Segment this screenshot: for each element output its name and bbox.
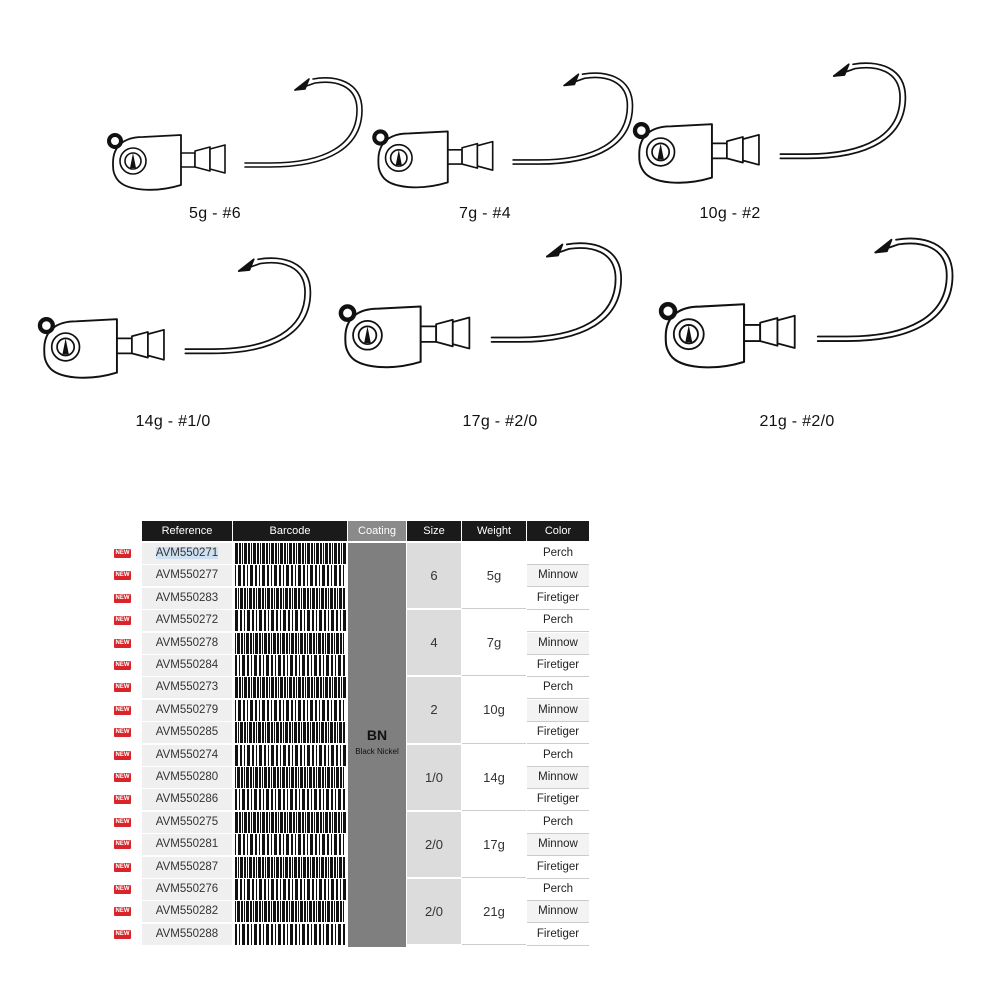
- new-badge: NEW: [115, 684, 130, 691]
- weight-cell: 5g: [462, 543, 526, 609]
- reference-text: AVM550275: [155, 815, 219, 828]
- reference-text: AVM550276: [155, 883, 219, 895]
- reference-cell: [142, 655, 232, 677]
- weight-cell: 10g: [462, 677, 526, 743]
- reference-cell: [142, 901, 232, 923]
- jig-caption: 14g - #1/0: [135, 413, 211, 430]
- color-cell: Firetiger: [527, 655, 589, 677]
- reference-text: AVM550277: [155, 569, 219, 582]
- reference-text: AVM550271: [155, 547, 219, 559]
- header-color: Color: [527, 521, 589, 541]
- barcode-image: [233, 610, 347, 631]
- new-badge: NEW: [115, 706, 130, 713]
- reference-text: AVM550288: [155, 927, 219, 940]
- header-reference: Reference: [142, 521, 232, 541]
- barcode-image: [233, 700, 347, 721]
- color-cell: Minnow: [527, 633, 589, 655]
- color-cell: Perch: [527, 677, 589, 699]
- reference-cell: [142, 745, 232, 767]
- new-badge: NEW: [115, 617, 130, 624]
- new-badge: NEW: [115, 639, 130, 646]
- size-cell: 1/0: [407, 745, 461, 810]
- color-cell: Minnow: [527, 901, 589, 923]
- reference-cell: [142, 610, 232, 632]
- reference-cell: [142, 924, 232, 946]
- reference-cell: [142, 677, 232, 699]
- barcode-image: [233, 812, 347, 833]
- barcode-image: [233, 879, 347, 900]
- reference-text: AVM550284: [155, 659, 219, 671]
- new-badge: NEW: [115, 594, 130, 601]
- barcode-image: [233, 901, 347, 922]
- color-cell: Minnow: [527, 700, 589, 722]
- barcode-image: [233, 767, 347, 788]
- weight-cell: 17g: [462, 812, 526, 878]
- reference-text: AVM550274: [155, 748, 219, 761]
- new-badge: NEW: [115, 818, 130, 825]
- size-cell: 6: [407, 543, 461, 608]
- coating-code: BN: [366, 727, 388, 743]
- new-badge: NEW: [115, 886, 130, 892]
- size-cell: 2/0: [407, 879, 461, 944]
- size-cell: 2/0: [407, 812, 461, 877]
- barcode-image: [233, 789, 347, 810]
- color-cell: Firetiger: [527, 588, 589, 610]
- barcode-image: [233, 924, 347, 945]
- size-cell: 4: [407, 610, 461, 675]
- jig-caption: 7g - #4: [459, 205, 511, 222]
- new-badge: NEW: [115, 863, 130, 870]
- jig-caption: 5g - #6: [189, 205, 241, 222]
- color-cell: Firetiger: [527, 789, 589, 811]
- reference-cell: [142, 565, 232, 587]
- new-badge: NEW: [115, 930, 130, 937]
- color-cell: Firetiger: [527, 722, 589, 744]
- color-cell: Minnow: [527, 834, 589, 856]
- coating-cell: [348, 543, 406, 947]
- reference-cell: [142, 857, 232, 879]
- new-badge: NEW: [115, 550, 130, 556]
- new-badge: NEW: [115, 662, 130, 668]
- new-badge: NEW: [115, 908, 130, 915]
- reference-text: AVM550283: [155, 591, 219, 604]
- barcode-image: [233, 834, 347, 855]
- barcode-image: [233, 655, 347, 676]
- new-badge: NEW: [115, 796, 130, 803]
- barcode-image: [233, 857, 347, 878]
- reference-text: AVM550273: [155, 681, 219, 694]
- color-cell: Perch: [527, 879, 589, 901]
- reference-cell: [142, 633, 232, 655]
- weight-cell: 21g: [462, 879, 526, 945]
- reference-text: AVM550280: [155, 771, 219, 783]
- header-weight: Weight: [462, 521, 526, 541]
- weight-cell: 7g: [462, 610, 526, 676]
- color-cell: Perch: [527, 812, 589, 834]
- reference-text: AVM550286: [155, 793, 219, 806]
- new-badge: NEW: [115, 729, 130, 736]
- color-cell: Minnow: [527, 767, 589, 789]
- weight-cell: 14g: [462, 745, 526, 811]
- barcode-image: [233, 722, 347, 743]
- reference-cell: [142, 812, 232, 834]
- reference-text: AVM550278: [155, 636, 219, 649]
- reference-cell: [142, 543, 232, 565]
- new-badge: NEW: [115, 751, 130, 758]
- new-badge: NEW: [115, 774, 130, 780]
- barcode-image: [233, 588, 347, 609]
- header-coating: Coating: [348, 521, 406, 541]
- color-cell: Firetiger: [527, 857, 589, 879]
- color-cell: Minnow: [527, 565, 589, 587]
- reference-text: AVM550282: [155, 905, 219, 918]
- jig-head-illustration: [360, 70, 656, 203]
- reference-text: AVM550272: [155, 614, 219, 627]
- reference-cell: [142, 588, 232, 610]
- color-cell: Perch: [527, 610, 589, 632]
- jig-caption: 17g - #2/0: [462, 413, 538, 430]
- color-cell: Firetiger: [527, 924, 589, 946]
- reference-text: AVM550281: [155, 838, 219, 851]
- new-badge: NEW: [115, 572, 130, 579]
- reference-text: AVM550279: [155, 703, 219, 716]
- jig-head-illustration: [325, 240, 647, 384]
- jig-head-illustration: [25, 255, 335, 394]
- reference-text: AVM550287: [155, 860, 219, 873]
- jig-caption: 21g - #2/0: [759, 413, 835, 430]
- jig-head-illustration: [95, 75, 385, 205]
- jig-head-illustration: [620, 60, 930, 199]
- barcode-image: [233, 565, 347, 586]
- reference-cell: [142, 789, 232, 811]
- reference-cell: [142, 767, 232, 789]
- reference-text: AVM550285: [155, 726, 219, 739]
- color-cell: Perch: [527, 543, 589, 565]
- jig-head-illustration: [645, 235, 979, 385]
- header-size: Size: [407, 521, 461, 541]
- new-badge: NEW: [115, 841, 130, 848]
- barcode-image: [233, 633, 347, 654]
- reference-cell: [142, 834, 232, 856]
- reference-cell: [142, 722, 232, 744]
- barcode-image: [233, 677, 347, 698]
- reference-cell: [142, 879, 232, 901]
- color-cell: Perch: [527, 745, 589, 767]
- barcode-image: [233, 543, 347, 564]
- header-barcode: Barcode: [233, 521, 347, 541]
- jig-caption: 10g - #2: [699, 205, 761, 222]
- coating-name: Black Nickel: [355, 747, 399, 756]
- size-cell: 2: [407, 677, 461, 742]
- barcode-image: [233, 745, 347, 766]
- reference-cell: [142, 700, 232, 722]
